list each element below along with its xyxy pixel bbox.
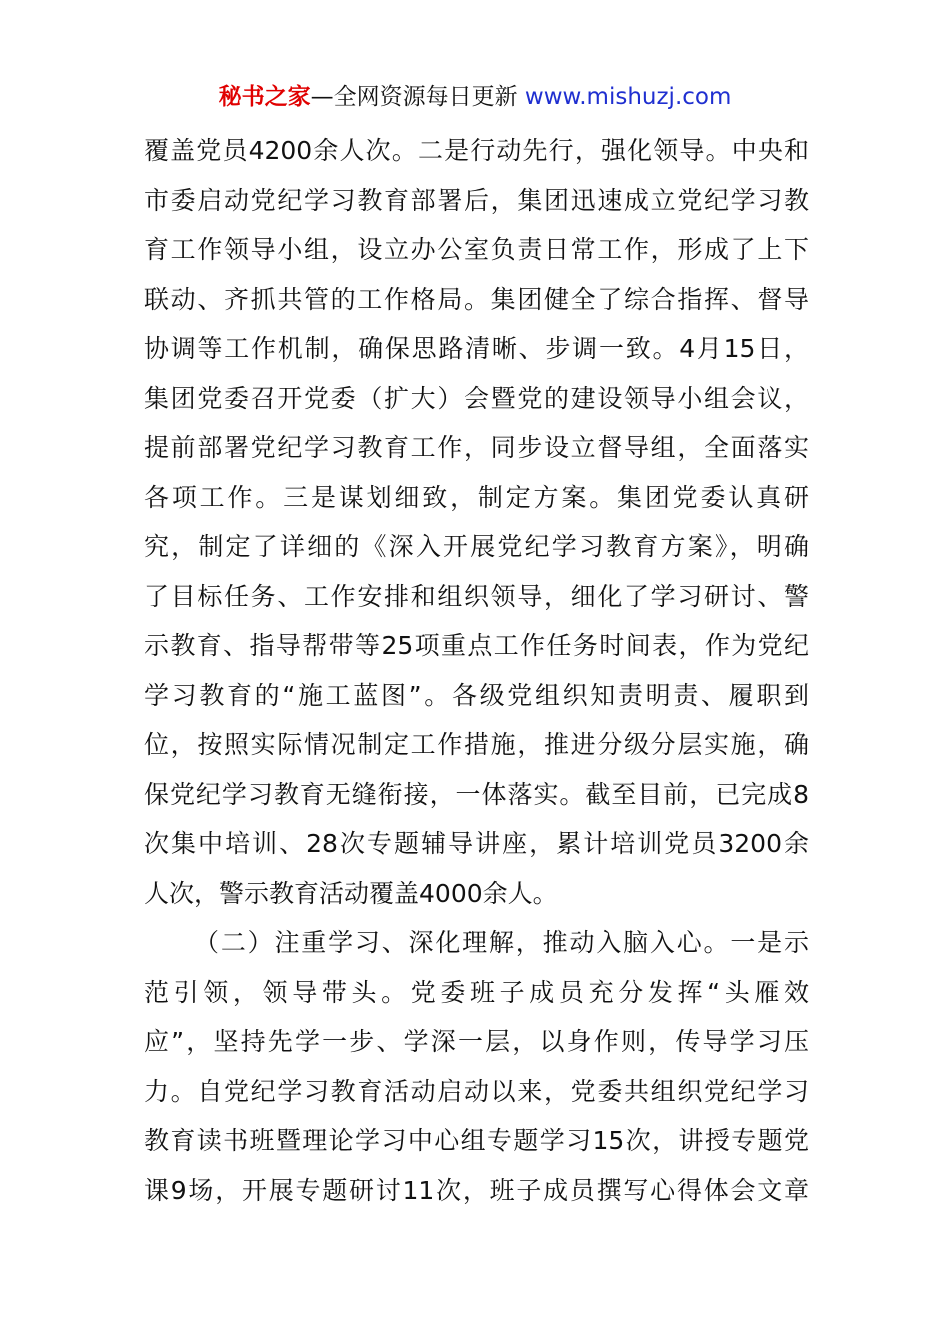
- text-line: 了目标任务、工作安排和组织领导，细化了学习研讨、警: [144, 581, 809, 611]
- text-line: 示教育、指导帮带等25项重点工作任务时间表，作为党纪: [144, 631, 809, 660]
- document-body: [144, 126, 809, 1215]
- text-line: 提前部署党纪学习教育工作，同步设立督导组，全面落实: [144, 433, 809, 462]
- text-line: 位，按照实际情况制定工作措施，推进分级分层实施，确: [144, 730, 809, 759]
- text-line: 覆盖党员4200余人次。二是行动先行，强化领导。中央和: [144, 136, 809, 165]
- text-line: 人次，警示教育活动覆盖4000余人。: [144, 878, 558, 908]
- text-line-paragraph-start: （二）注重学习、深化理解，推动入脑入心。一是示: [194, 928, 809, 957]
- text-line: 应”，坚持先学一步、学深一层，以身作则，传导学习压: [144, 1027, 809, 1056]
- site-brand: 秘书之家: [218, 84, 311, 110]
- text-line: 协调等工作机制，确保思路清晰、步调一致。4月15日，: [144, 334, 809, 363]
- text-line: 联动、齐抓共管的工作格局。集团健全了综合指挥、督导: [144, 284, 809, 314]
- site-tagline: —全网资源每日更新: [310, 84, 518, 110]
- text-line: 范引领，领导带头。党委班子成员充分发挥“头雁效: [144, 977, 809, 1007]
- site-header: [0, 80, 950, 114]
- text-line: 力。自党纪学习教育活动启动以来，党委共组织党纪学习: [144, 1076, 809, 1106]
- text-line: 次集中培训、28次专题辅导讲座，累计培训党员3200余: [144, 829, 809, 858]
- site-url-link[interactable]: www.mishuzj.com: [524, 84, 732, 110]
- text-line: 市委启动党纪学习教育部署后，集团迅速成立党纪学习教: [144, 185, 809, 215]
- text-line: 集团党委召开党委（扩大）会暨党的建设领导小组会议，: [144, 383, 809, 413]
- text-line: 学习教育的“施工蓝图”。各级党组织知责明责、履职到: [144, 680, 809, 710]
- text-line: 育工作领导小组，设立办公室负责日常工作，形成了上下: [144, 235, 809, 264]
- text-line: 保党纪学习教育无缝衔接，一体落实。截至目前，已完成8: [144, 779, 809, 809]
- text-line: 课9场，开展专题研讨11次，班子成员撰写心得体会文章: [144, 1175, 809, 1205]
- text-line: 各项工作。三是谋划细致，制定方案。集团党委认真研: [144, 482, 809, 512]
- text-line: 究，制定了详细的《深入开展党纪学习教育方案》，明确: [144, 532, 809, 561]
- text-line: 教育读书班暨理论学习中心组专题学习15次，讲授专题党: [144, 1126, 809, 1155]
